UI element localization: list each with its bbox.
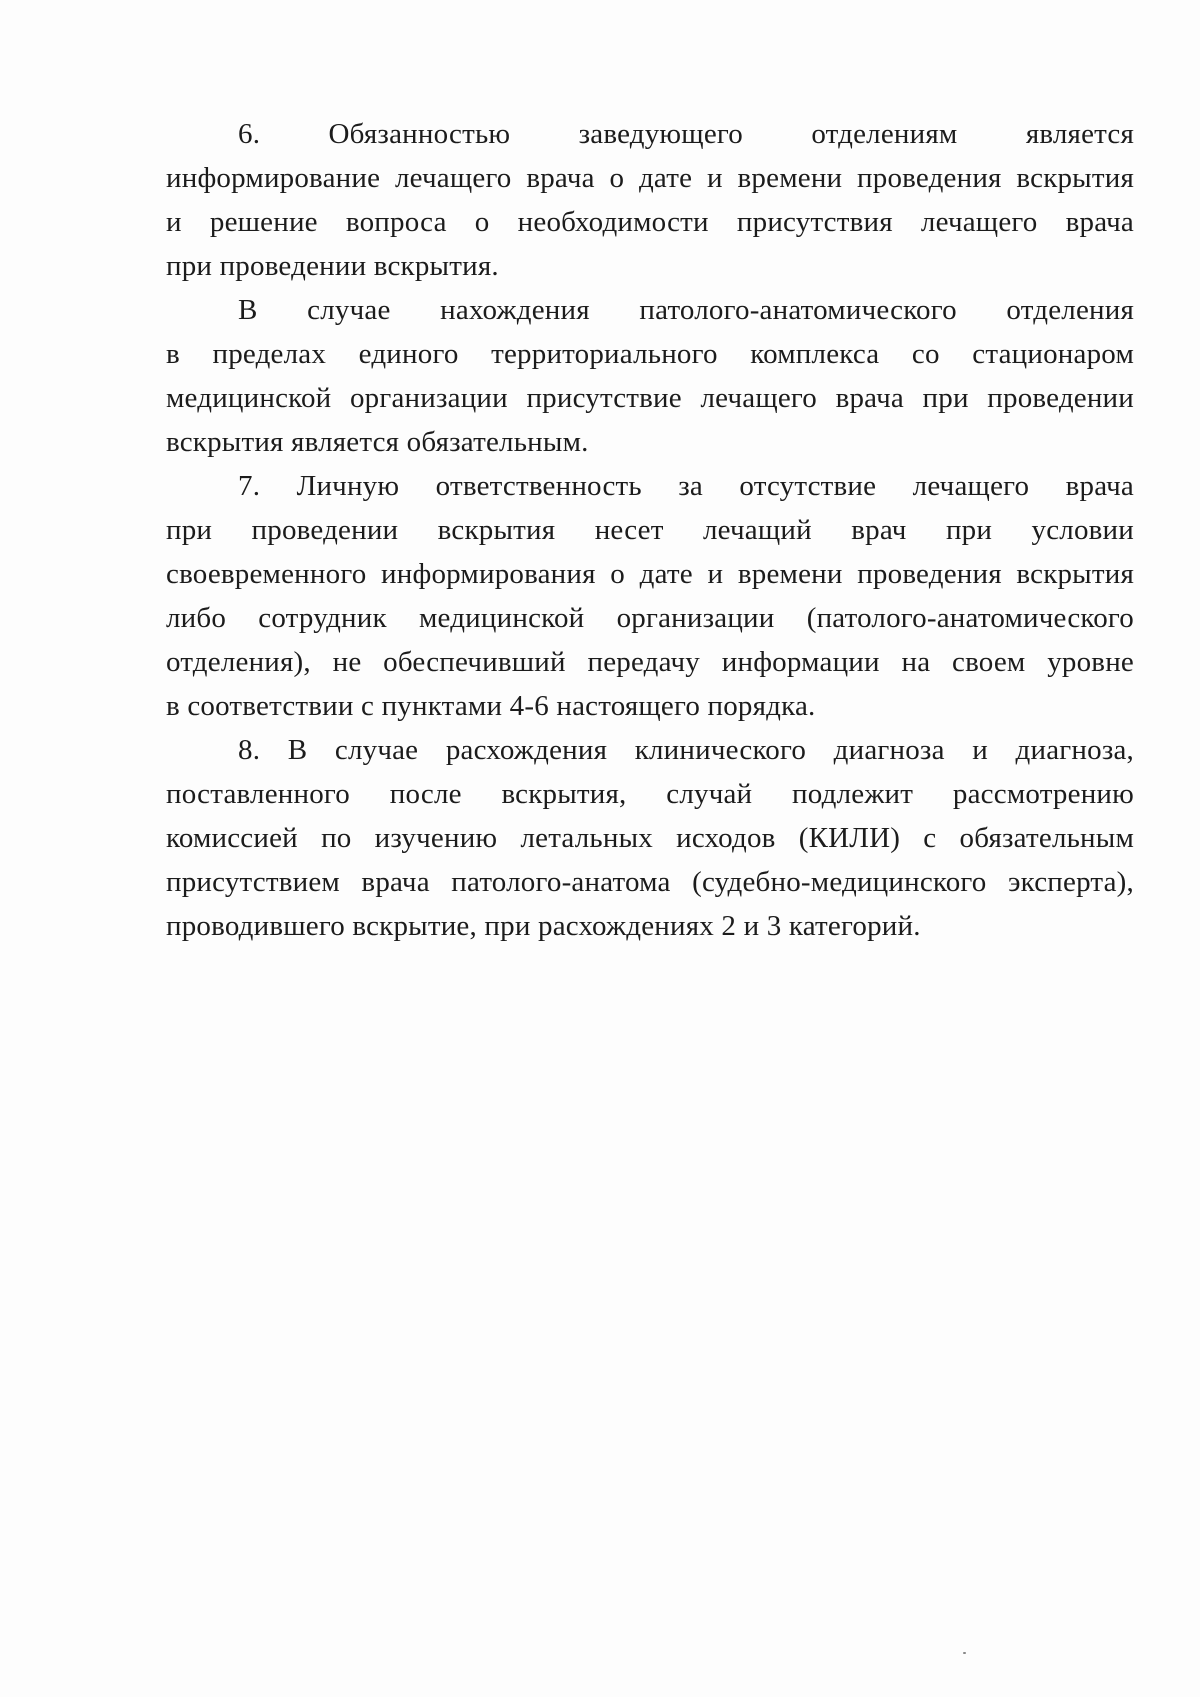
scan-speck <box>963 1652 966 1654</box>
paragraph-line: В случае нахождения патолого-анатомического отделения <box>238 294 1134 326</box>
paragraph-line: своевременного информирования о дате и времени проведения вскрытия <box>166 558 1134 590</box>
paragraph-line: при проведении вскрытия. <box>166 250 499 282</box>
paragraph-line: отделения), не обеспечивший передачу информации на своем уровне <box>166 646 1134 678</box>
paragraph-line: в пределах единого территориального комплекса со стационаром <box>166 338 1134 370</box>
paragraph-line: информирование лечащего врача о дате и времени проведения вскрытия <box>166 162 1134 194</box>
paragraph-line: проводившего вскрытие, при расхождениях 2 и 3 категорий. <box>166 910 921 942</box>
paragraph-line: медицинской организации присутствие лечащего врача при проведении <box>166 382 1134 414</box>
paragraph-line: 7. Личную ответственность за отсутствие лечащего врача <box>238 470 1134 502</box>
paragraph-6-continuation <box>166 288 1134 464</box>
paragraph-line: при проведении вскрытия несет лечащий врач при условии <box>166 514 1134 546</box>
paragraph-line: в соответствии с пунктами 4-6 настоящего порядка. <box>166 690 816 722</box>
paragraph-line: и решение вопроса о необходимости присутствия лечащего врача <box>166 206 1134 238</box>
paragraph-line: 8. В случае расхождения клинического диагноза и диагноза, <box>238 734 1134 766</box>
paragraph-line: поставленного после вскрытия, случай подлежит рассмотрению <box>166 778 1134 810</box>
paragraph-line: вскрытия является обязательным. <box>166 426 589 458</box>
paragraph-line: 6. Обязанностью заведующего отделениям является <box>238 118 1134 150</box>
paragraph-7 <box>166 464 1134 728</box>
paragraph-line: либо сотрудник медицинской организации (патолого-анатомического <box>166 602 1134 634</box>
paragraph-line: комиссией по изучению летальных исходов (КИЛИ) с обязательным <box>166 822 1134 854</box>
document-body <box>166 112 1134 948</box>
paragraph-6 <box>166 112 1134 288</box>
paragraph-8 <box>166 728 1134 948</box>
paragraph-line: присутствием врача патолого-анатома (судебно-медицинского эксперта), <box>166 866 1134 898</box>
